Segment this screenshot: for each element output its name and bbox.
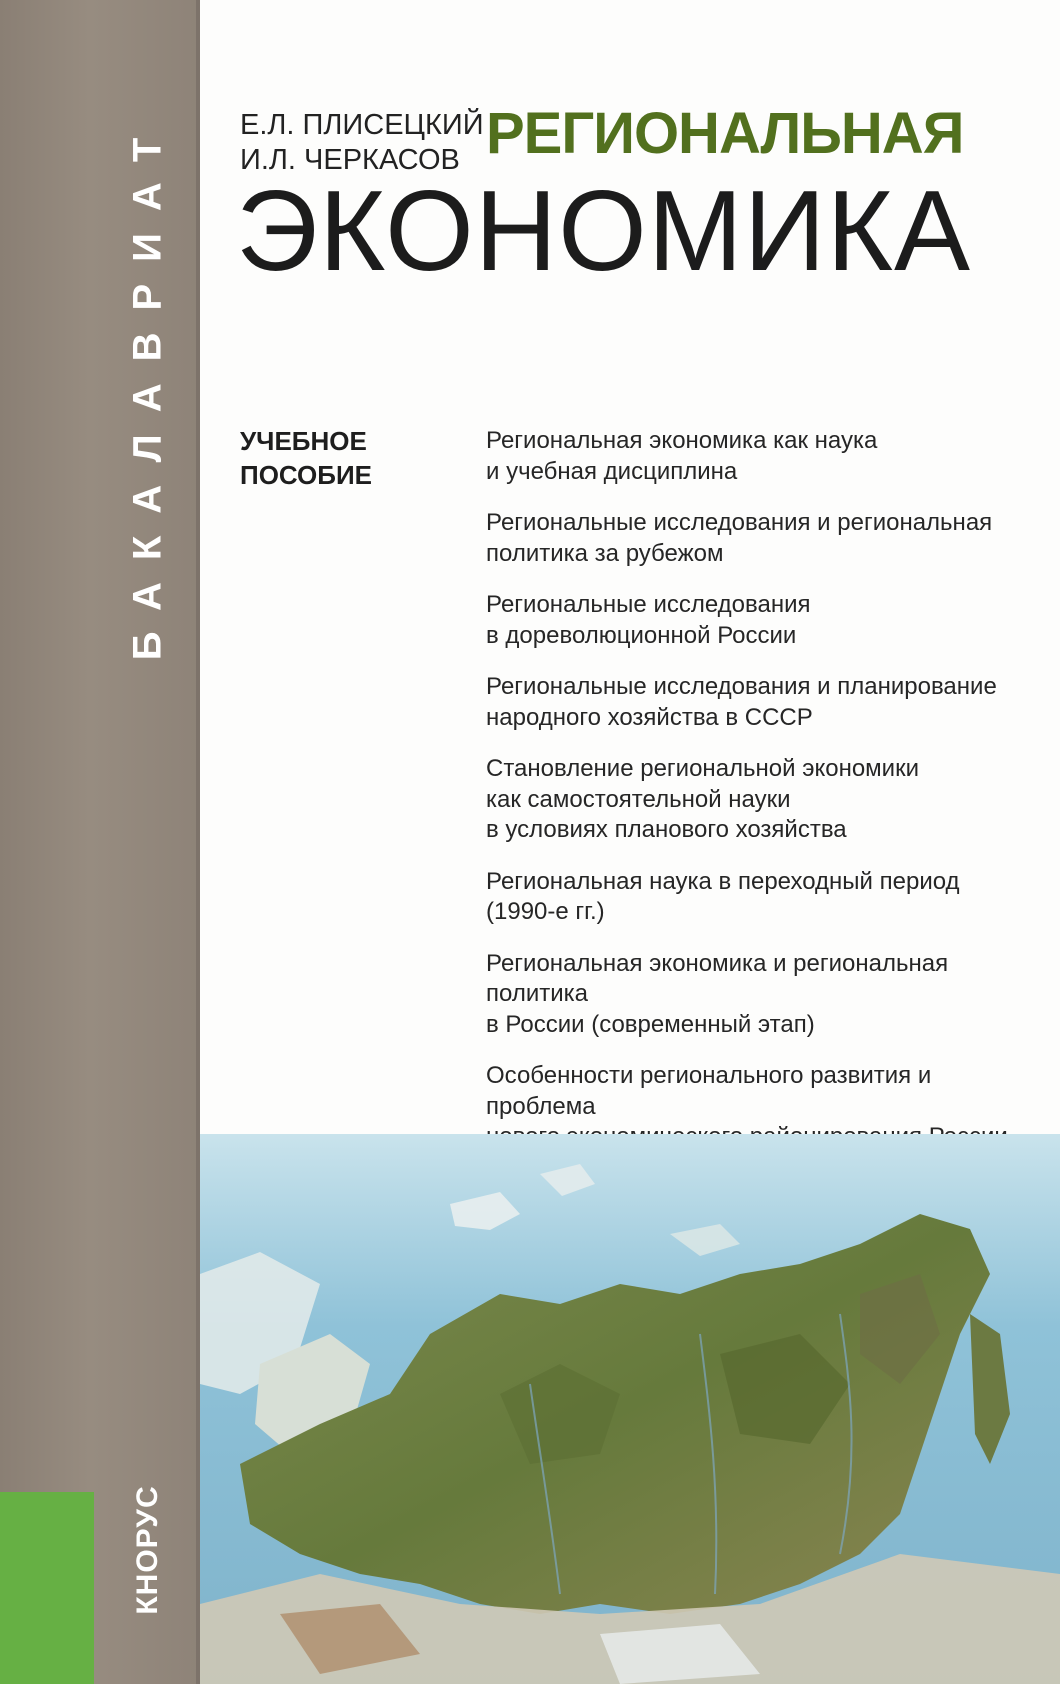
map-of-russia-image: [200, 1134, 1060, 1684]
toc-item: [486, 867, 1036, 928]
publisher-green-block: [0, 1492, 94, 1684]
toc-item-line: Региональная наука в переходный период: [486, 867, 960, 895]
title-line-1: РЕГИОНАЛЬНАЯ: [486, 101, 964, 166]
toc-item: [486, 949, 1036, 1041]
doc-type: [240, 424, 372, 492]
series-label: [125, 108, 170, 668]
toc-item-line: Региональные исследования и планирование: [486, 673, 997, 700]
toc-item: [486, 508, 1036, 569]
doc-type-line-1: УЧЕБНОЕ: [240, 426, 367, 456]
toc-item-line: Региональная экономика как наука: [486, 427, 878, 454]
toc-item-line: как самостоятельной науки: [486, 785, 791, 813]
series-label-text: БАКАЛАВРИАТ: [125, 115, 170, 661]
toc-item-line: в дореволюционной России: [486, 621, 797, 649]
table-of-contents: [486, 426, 1036, 1174]
toc-item-line: Становление региональной экономики: [486, 755, 919, 782]
toc-item-line: в России (современный этап): [486, 1010, 815, 1038]
toc-item-line: Региональная экономика и региональная политика: [486, 949, 949, 1007]
author-2: И.Л. ЧЕРКАСОВ: [240, 144, 460, 176]
toc-item-line: и учебная дисциплина: [486, 457, 738, 485]
publisher-label-text: КНОРУС: [131, 1485, 164, 1615]
publisher-label: [120, 1450, 176, 1650]
toc-item-line: (1990-е гг.): [486, 898, 605, 925]
author-1: Е.Л. ПЛИСЕЦКИЙ: [240, 109, 484, 141]
title-line-2: ЭКОНОМИКА: [236, 168, 972, 295]
toc-item-line: Региональные исследования и региональная: [486, 509, 993, 536]
toc-item-line: Особенности регионального развития и проблема: [486, 1062, 932, 1120]
toc-item: [486, 672, 1036, 733]
toc-item: [486, 590, 1036, 651]
doc-type-line-2: ПОСОБИЕ: [240, 460, 372, 490]
toc-item-line: народного хозяйства в СССР: [486, 703, 813, 731]
toc-item: [486, 426, 1036, 487]
toc-item-line: в условиях планового хозяйства: [486, 816, 847, 843]
toc-item-line: Региональные исследования: [486, 591, 811, 618]
toc-item: [486, 754, 1036, 846]
toc-item-line: политика за рубежом: [486, 539, 724, 567]
